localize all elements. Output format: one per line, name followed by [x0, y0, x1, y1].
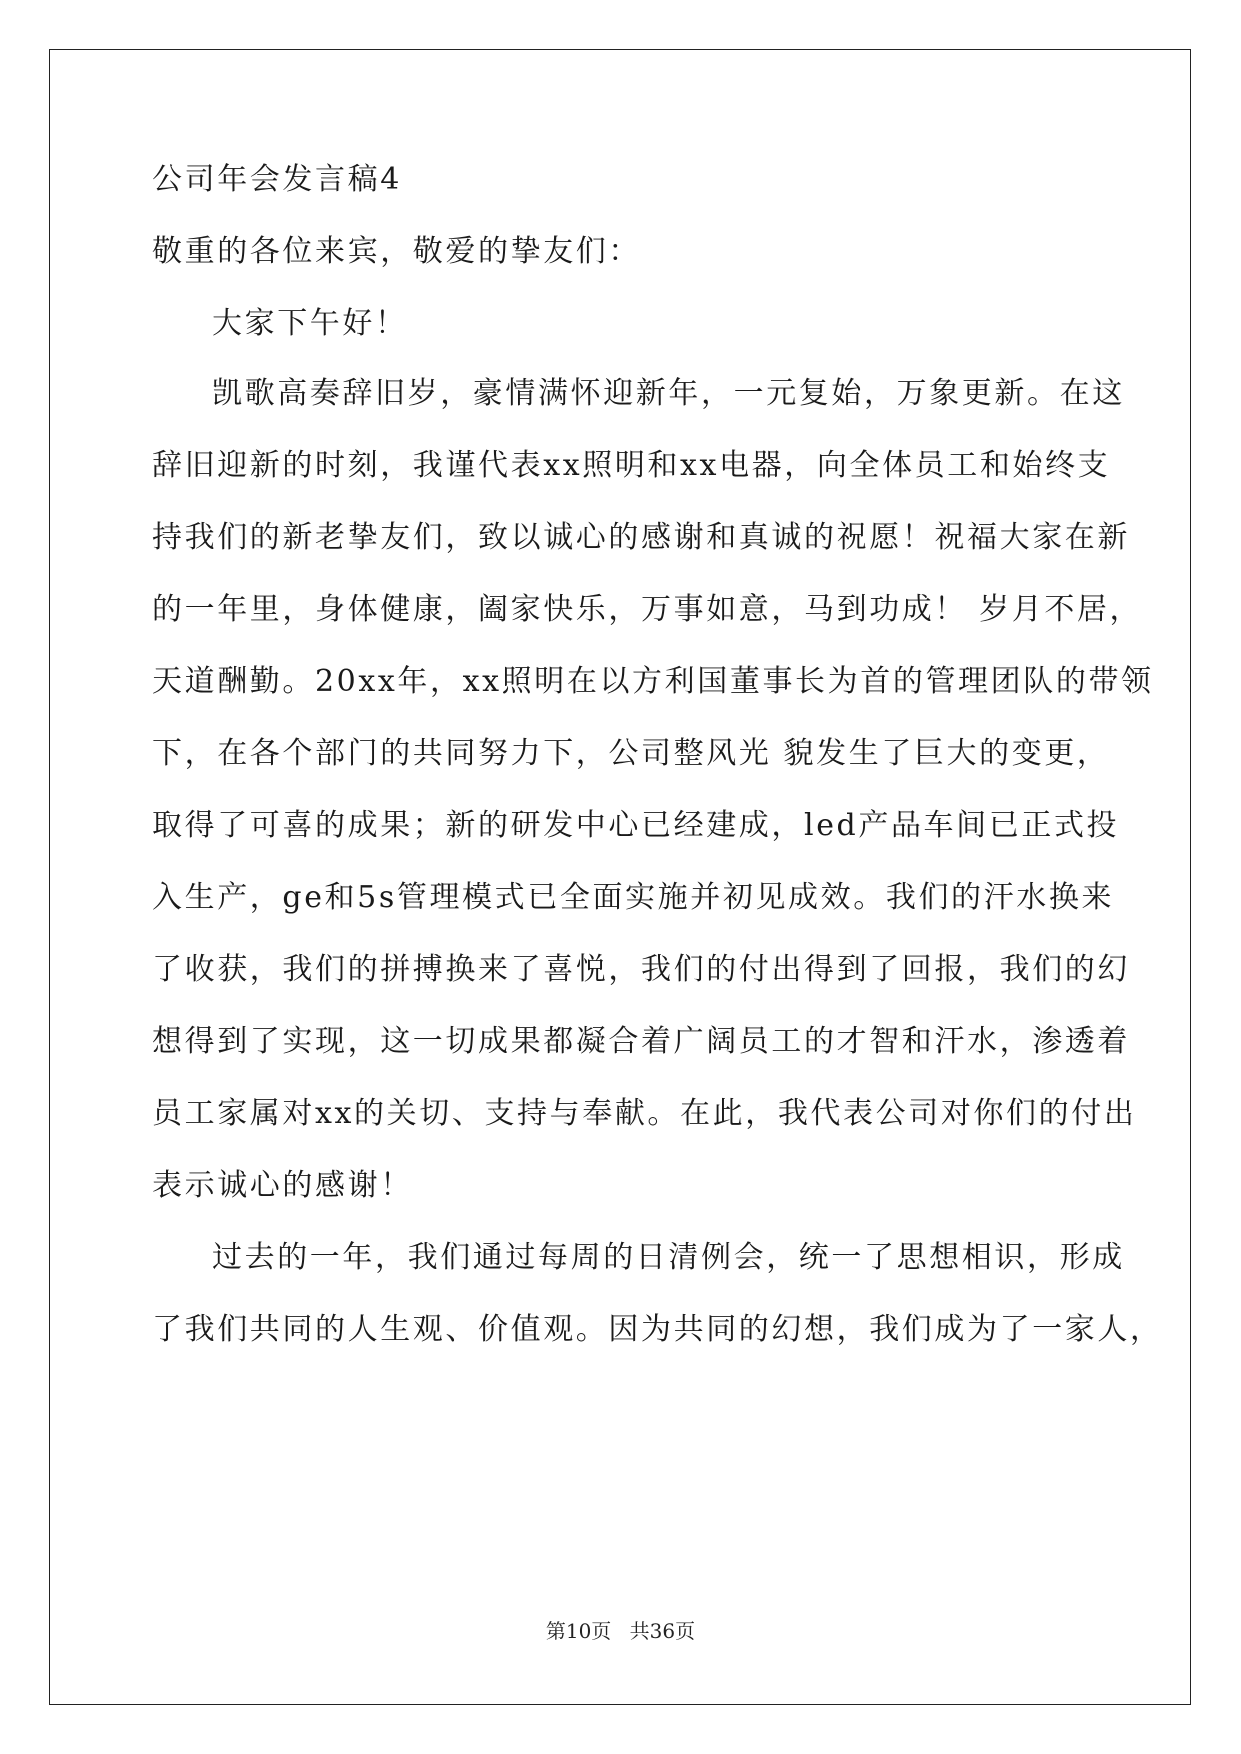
body-line: 持我们的新老挚友们，致以诚心的感谢和真诚的祝愿！祝福大家在新 — [152, 520, 1130, 555]
body-line: 想得到了实现，这一切成果都凝合着广阔员工的才智和汗水，渗透着 — [152, 1024, 1130, 1059]
greeting: 大家下午好！ — [212, 306, 408, 341]
body-line: 辞旧迎新的时刻，我谨代表xx照明和xx电器，向全体员工和始终支 — [152, 448, 1111, 483]
body-line: 了我们共同的人生观、价值观。因为共同的幻想，我们成为了一家人， — [152, 1312, 1163, 1347]
body-line: 下，在各个部门的共同努力下，公司整风光 貌发生了巨大的变更， — [152, 736, 1110, 771]
page-footer — [0, 1618, 1241, 1644]
salutation: 敬重的各位来宾，敬爱的挚友们： — [152, 234, 641, 269]
body-line: 取得了可喜的成果；新的研发中心已经建成，led产品车间已正式投 — [152, 808, 1120, 843]
page-total: 共36页 — [629, 1619, 696, 1643]
body-line: 天道酬勤。20xx年，xx照明在以方利国董事长为首的管理团队的带领 — [152, 664, 1154, 699]
body-line: 表示诚心的感谢！ — [152, 1168, 413, 1203]
document-title: 公司年会发言稿4 — [152, 162, 402, 197]
body-line: 入生产，ge和5s管理模式已全面实施并初见成效。我们的汗水换来 — [152, 880, 1115, 915]
page-border — [49, 49, 1191, 1705]
body-line: 凯歌高奏辞旧岁，豪情满怀迎新年，一元复始，万象更新。在这 — [212, 376, 1125, 411]
body-line: 员工家属对xx的关切、支持与奉献。在此，我代表公司对你们的付出 — [152, 1096, 1137, 1131]
body-line: 了收获，我们的拼搏换来了喜悦，我们的付出得到了回报，我们的幻 — [152, 952, 1130, 987]
body-line: 的一年里，身体健康，阖家快乐，万事如意，马到功成！ 岁月不居， — [152, 592, 1143, 627]
body-line: 过去的一年，我们通过每周的日清例会，统一了思想相识，形成 — [212, 1240, 1125, 1275]
page-number: 第10页 — [545, 1619, 612, 1643]
